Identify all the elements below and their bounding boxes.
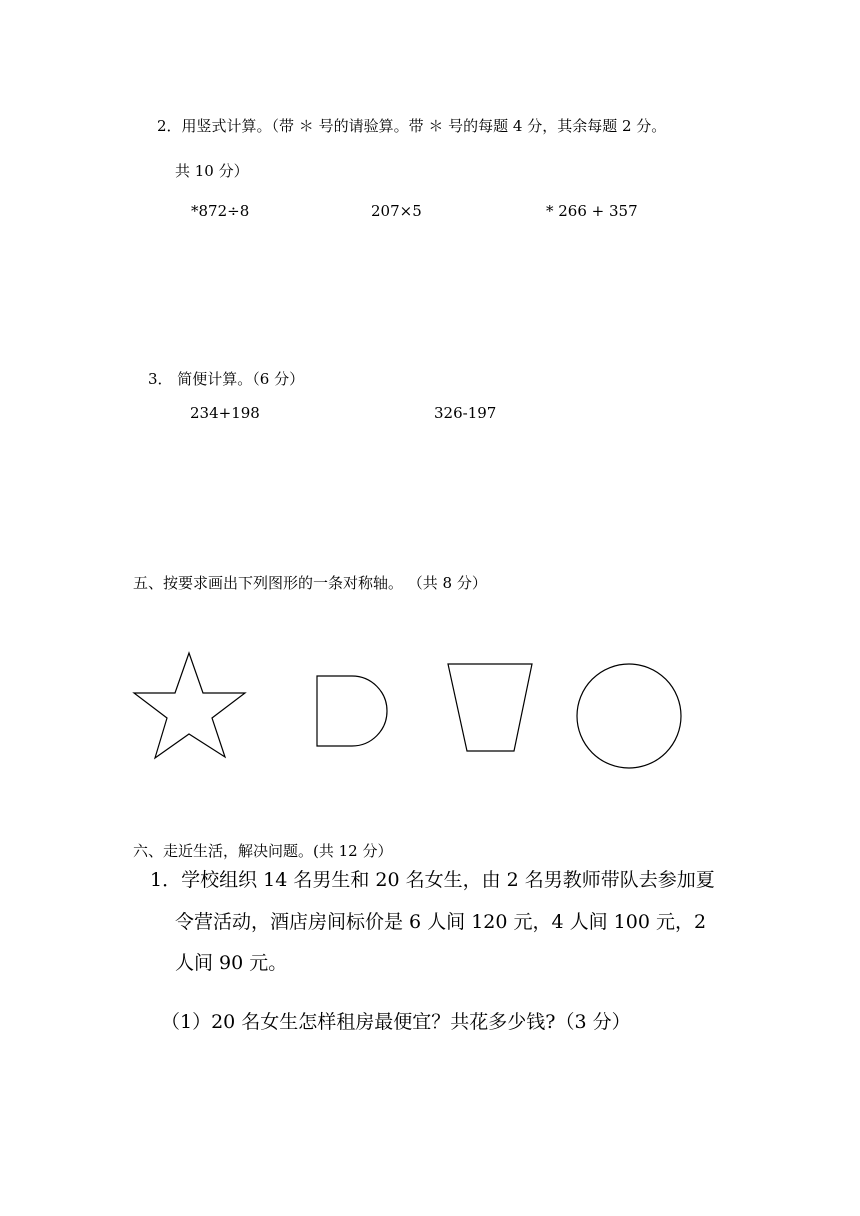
q2-title-continued: 共 10 分） xyxy=(175,162,249,180)
q3-item-1: 234+198 xyxy=(190,404,260,422)
problem1-subquestion-1: （1）20 名女生怎样租房最便宜？共花多少钱?（3 分） xyxy=(161,1011,631,1033)
trapezoid-icon xyxy=(448,664,532,751)
circle-icon xyxy=(577,664,681,768)
problem1-line2: 令营活动，酒店房间标价是 6 人间 120 元，4 人间 100 元，2 xyxy=(175,911,707,933)
q3-title: 3． 简便计算。（6 分） xyxy=(148,370,305,388)
q2-title: 2．用竖式计算。（带 ＊ 号的请验算。带 ＊ 号的每题 4 分，其余每题 2 分。 xyxy=(157,117,667,135)
q2-item-3: * 266 + 357 xyxy=(546,202,638,220)
q2-item-2: 207×5 xyxy=(371,202,422,220)
star-icon xyxy=(134,653,245,758)
problem1-line3: 人间 90 元。 xyxy=(175,952,288,974)
q2-item-1: *872÷8 xyxy=(191,202,250,220)
problem1-line1: 1．学校组织 14 名男生和 20 名女生，由 2 名男教师带队去参加夏 xyxy=(150,869,715,891)
section5-title: 五、按要求画出下列图形的一条对称轴。 （共 8 分） xyxy=(133,574,487,592)
d-shape-icon xyxy=(317,676,387,746)
section6-title: 六、走近生活，解决问题。(共 12 分） xyxy=(133,842,393,860)
q3-item-2: 326-197 xyxy=(434,404,497,422)
